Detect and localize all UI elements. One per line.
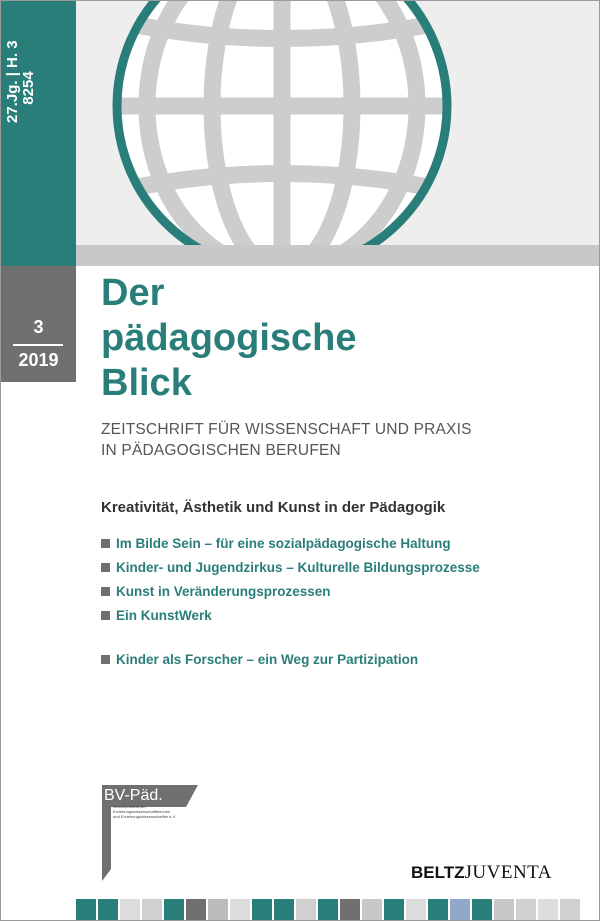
issue-divider — [13, 344, 63, 346]
pattern-block — [274, 899, 294, 920]
pattern-block — [142, 899, 162, 920]
pattern-block — [428, 899, 448, 920]
article-list — [101, 535, 480, 675]
bullet-square-icon — [101, 655, 110, 664]
article-title: Kinder als Forscher – ein Weg zur Partizipation — [116, 652, 419, 667]
globe-icon — [76, 1, 599, 245]
association-line-1: Berufsverband der — [113, 804, 146, 809]
pattern-block — [230, 899, 250, 920]
issue-number: 3 — [33, 317, 44, 337]
pattern-block — [120, 899, 140, 920]
article-title: Ein KunstWerk — [116, 608, 212, 623]
pattern-block — [76, 899, 96, 920]
pattern-block — [472, 899, 492, 920]
pattern-block — [538, 899, 558, 920]
pattern-block — [340, 899, 360, 920]
pattern-block — [164, 899, 184, 920]
bullet-square-icon — [101, 563, 110, 572]
journal-title — [101, 271, 357, 406]
association-line-3: und Erziehungswissenschaftler e.V. — [113, 814, 176, 819]
list-item — [101, 607, 480, 631]
pattern-block — [98, 899, 118, 920]
pattern-block — [450, 899, 470, 920]
bullet-square-icon — [101, 611, 110, 620]
pattern-block — [362, 899, 382, 920]
journal-subtitle — [101, 419, 472, 461]
list-item — [101, 583, 480, 607]
journal-code: 8254 — [20, 71, 37, 105]
bullet-square-icon — [101, 539, 110, 548]
subtitle-line-1: ZEITSCHRIFT FÜR WISSENSCHAFT UND PRAXIS — [101, 421, 472, 438]
subtitle-line-2: IN PÄDAGOGISCHEN BERUFEN — [101, 442, 341, 459]
publisher-name-part-1: BELTZ — [411, 863, 465, 882]
publisher-logo — [411, 863, 552, 883]
list-item — [101, 559, 480, 583]
issue-year: 2019 — [18, 350, 59, 370]
list-item — [101, 651, 480, 675]
title-line-1: Der — [101, 272, 165, 314]
title-line-2: pädagogische — [101, 317, 357, 359]
publisher-name-part-2: JUVENTA — [464, 862, 552, 883]
article-title: Kinder- und Jugendzirkus – Kulturelle Bildungsprozesse — [116, 560, 480, 575]
cover-image-panel — [76, 1, 599, 245]
pattern-block — [208, 899, 228, 920]
bullet-square-icon — [101, 587, 110, 596]
issue-theme: Kreativität, Ästhetik und Kunst in der Pädagogik — [101, 499, 446, 516]
pattern-block — [186, 899, 206, 920]
article-title: Im Bilde Sein – für eine sozialpädagogische Haltung — [116, 536, 451, 551]
header-gray-bar — [76, 245, 599, 266]
color-block-pattern — [76, 899, 582, 920]
pattern-block — [406, 899, 426, 920]
association-line-2: Erziehungswissenschaftlerinnen — [113, 809, 171, 814]
pattern-block — [252, 899, 272, 920]
list-item — [101, 535, 480, 559]
association-logo-subtext — [113, 804, 213, 819]
article-title: Kunst in Veränderungsprozessen — [116, 584, 331, 599]
pattern-block — [296, 899, 316, 920]
title-line-3: Blick — [101, 362, 192, 404]
spine-meta — [4, 40, 37, 123]
volume-issue-label: 27.Jg. | H. 3 — [4, 40, 21, 123]
pattern-block — [384, 899, 404, 920]
pattern-block — [516, 899, 536, 920]
pattern-block — [318, 899, 338, 920]
association-logo-name: BV-Päd. — [104, 787, 163, 804]
pattern-block — [560, 899, 580, 920]
pattern-block — [494, 899, 514, 920]
